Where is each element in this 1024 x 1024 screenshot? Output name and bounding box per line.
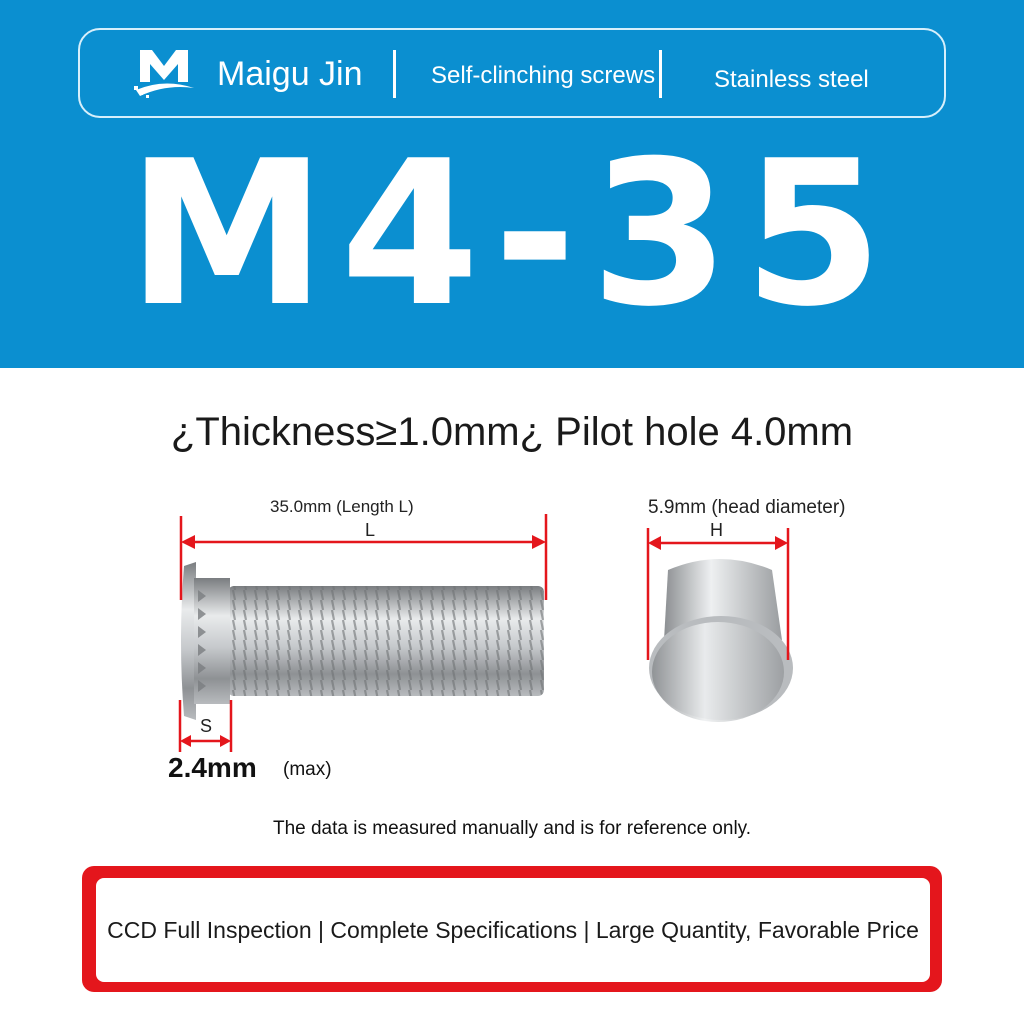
model-number: M4-35 — [127, 118, 897, 351]
head-diameter-label: 5.9mm (head diameter) — [648, 497, 846, 518]
screw-head-view — [649, 559, 793, 722]
product-type-tag: Self-clinching screws — [431, 62, 656, 89]
s-value: 2.4mm — [168, 752, 257, 783]
promo-text: CCD Full Inspection | Complete Specifications | Large Quantity, Favorable Price — [107, 917, 919, 943]
length-letter: L — [365, 520, 376, 540]
head-letter: H — [710, 520, 723, 540]
s-letter: S — [200, 716, 213, 736]
screw-side-view — [181, 562, 544, 720]
material-tag: Stainless steel — [714, 66, 869, 93]
spec-line: ¿Thickness≥1.0mm¿ Pilot hole 4.0mm — [170, 410, 854, 454]
s-qualifier: (max) — [283, 759, 332, 780]
disclaimer-note: The data is measured manually and is for reference only. — [272, 818, 752, 839]
brand-name: Maigu Jin — [217, 55, 363, 93]
length-label: 35.0mm (Length L) — [270, 497, 414, 516]
